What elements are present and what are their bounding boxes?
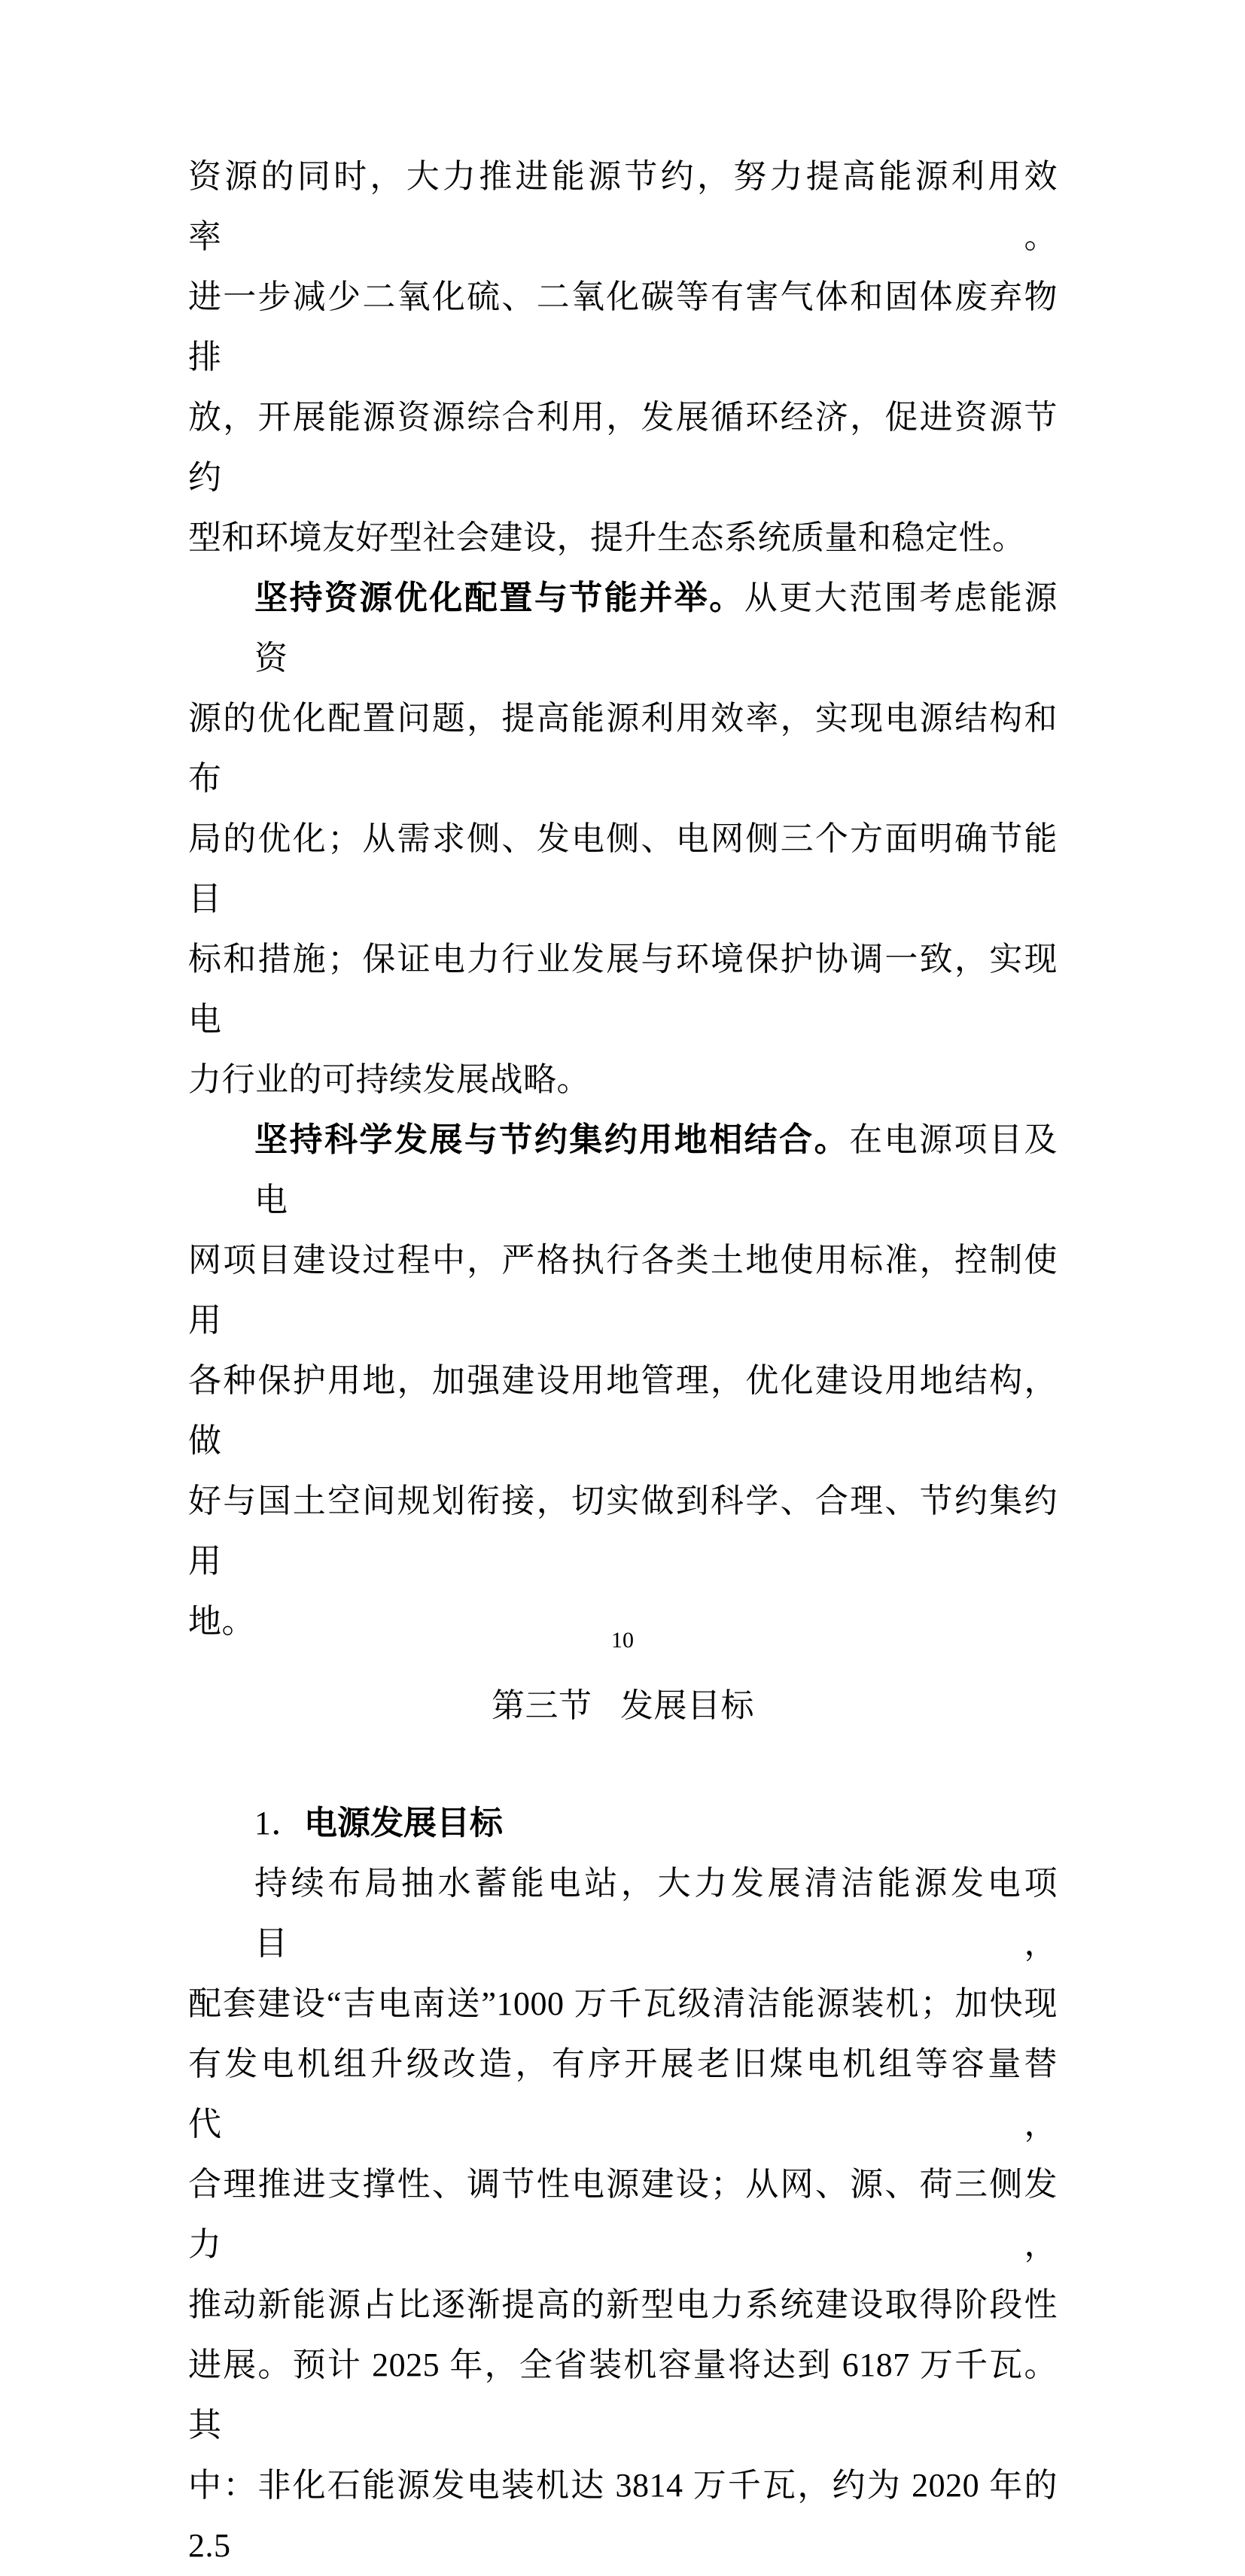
text-line: 推动新能源占比逐渐提高的新型电力系统建设取得阶段性 (188, 2286, 1058, 2323)
text-line: 资源的同时，大力推进能源节约，努力提高能源利用效率。 (188, 158, 1058, 255)
page-number: 10 (611, 1628, 634, 1653)
paragraph-continuation (188, 147, 1058, 568)
subsection-heading (188, 1793, 1058, 1854)
bold-lead: 坚持科学发展与节约集约用地相结合。 (254, 1121, 850, 1158)
paragraph-power-goals (188, 1854, 1058, 2576)
text-line: 持续布局抽水蓄能电站，大力发展清洁能源发电项目， (254, 1865, 1058, 1962)
text-line: 力行业的可持续发展战略。 (188, 1061, 590, 1098)
text-line: 标和措施；保证电力行业发展与环境保护协调一致，实现电 (188, 941, 1058, 1038)
lead-line-text: 从更大范围考虑能源资 (254, 579, 1058, 677)
text-line: 型和环境友好型社会建设，提升生态系统质量和稳定性。 (188, 519, 1026, 556)
paragraph-land-use (188, 1110, 1058, 1652)
text-line: 地。 (188, 1603, 255, 1640)
text-line: 进一步减少二氧化硫、二氧化碳等有害气体和固体废弃物排 (188, 278, 1058, 376)
subsection-title: 电源发展目标 (304, 1805, 503, 1842)
paragraph-resource-allocation (188, 568, 1058, 1110)
text-block (188, 147, 1058, 2576)
text-line: 网项目建设过程中，严格执行各类土地使用标准，控制使用 (188, 1242, 1058, 1339)
section-heading: 第三节 发展目标 (492, 1687, 754, 1724)
bold-lead: 坚持资源优化配置与节能并举。 (254, 579, 744, 616)
text-line (188, 1110, 1058, 1230)
text-line: 配套建设“吉电南送”1000 万千瓦级清洁能源装机；加快现 (188, 1985, 1058, 2022)
text-line: 合理推进支撑性、调节性电源建设；从网、源、荷三侧发力， (188, 2166, 1058, 2263)
text-line: 进展。预计 2025 年，全省装机容量将达到 6187 万千瓦。其 (188, 2346, 1058, 2444)
text-line: 放，开展能源资源综合利用，发展循环经济，促进资源节约 (188, 399, 1058, 496)
subsection-number: 1． (254, 1805, 304, 1842)
lead-line-text: 在电源项目及电 (254, 1121, 1058, 1218)
text-line (188, 568, 1058, 689)
text-line: 局的优化；从需求侧、发电侧、电网侧三个方面明确节能目 (188, 820, 1058, 917)
text-line: 有发电机组升级改造，有序开展老旧煤电机组等容量替代， (188, 2045, 1058, 2143)
text-line: 中：非化石能源发电装机达 3814 万千瓦，约为 2020 年的 2.5 (188, 2467, 1058, 2564)
text-line: 各种保护用地，加强建设用地管理，优化建设用地结构，做 (188, 1362, 1058, 1459)
text-line: 源的优化配置问题，提高能源利用效率，实现电源结构和布 (188, 700, 1058, 797)
text-line: 好与国土空间规划衔接，切实做到科学、合理、节约集约用 (188, 1483, 1058, 1580)
